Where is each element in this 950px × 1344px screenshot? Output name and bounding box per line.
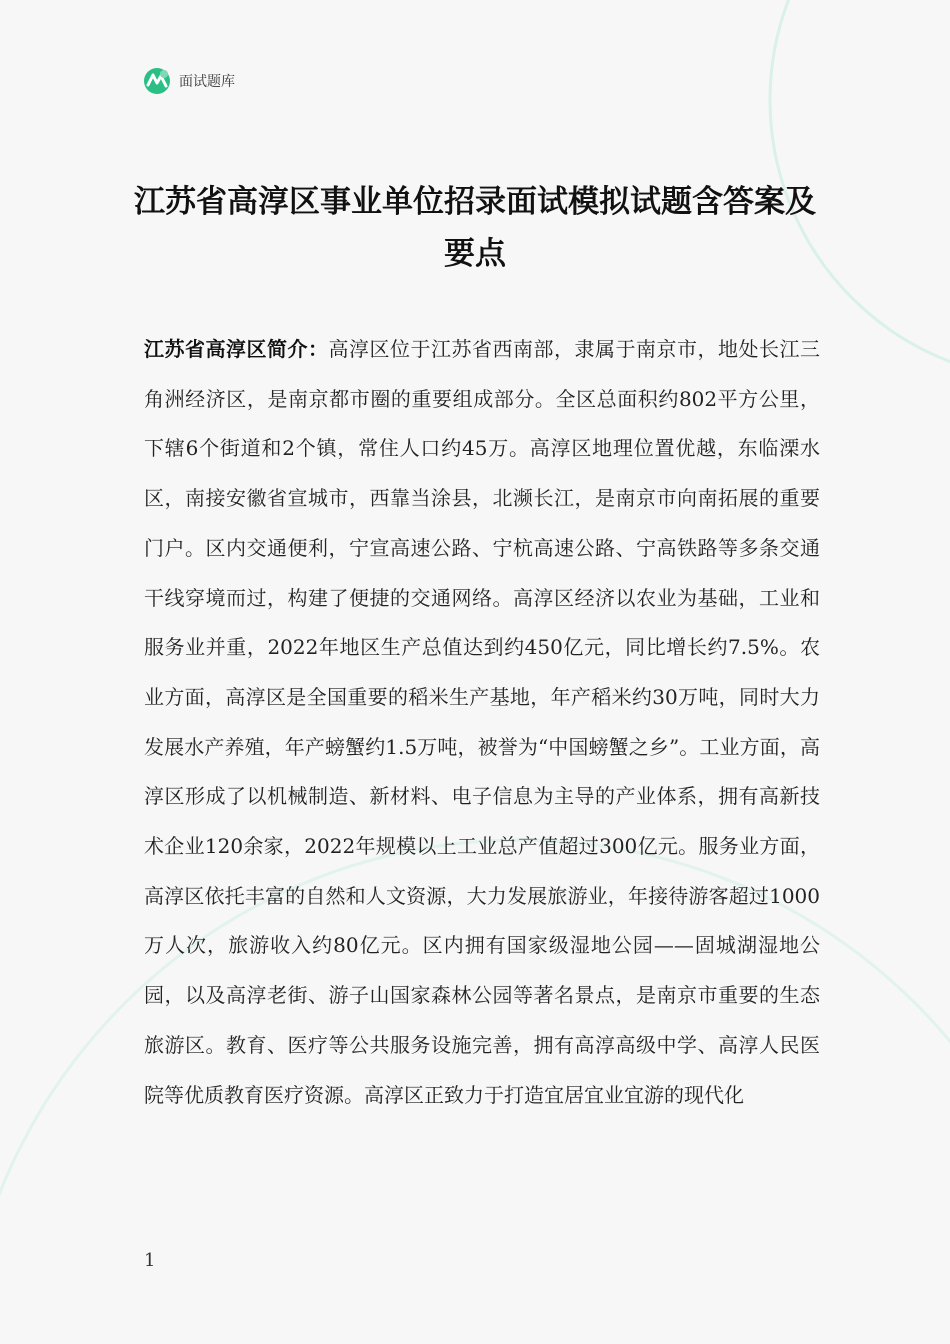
document-title: 江苏省高淳区事业单位招录面试模拟试题含答案及要点 <box>134 184 816 272</box>
brand-logo-icon <box>143 67 171 95</box>
intro-label: 江苏省高淳区简介： <box>144 337 329 361</box>
page-number: 1 <box>144 1250 156 1271</box>
header <box>143 66 235 96</box>
intro-text: 高淳区位于江苏省西南部，隶属于南京市，地处长江三角洲经济区，是南京都市圈的重要组成部分。全区总面积约802平方公里，下辖6个街道和2个镇，常住人口约45万。高淳区地理位置优越，东临溧水区，南接安徽省宣城市，西靠当涂县，北濒长江，是南京市向南拓展的重要门户。区内交通便利，宁宣高速公路、宁杭高速公路、宁高铁路等多条交通干线穿境而过，构建了便捷的交通网络。高淳区经济以农业为基础，工业和服务业并重，2022年地区生产总值达到约450亿元，同比增长约7.5%。农业方面，高淳区是全国重要的稻米生产基地，年产稻米约30万吨，同时大力发展水产养殖，年产螃蟹约1.5万吨，被誉为“中国螃蟹之乡”。工业方面，高淳区形成了以机械制造、新材料、电子信息为主导的产业体系，拥有高新技术企业120余家，2022年规模以上工业总产值超过300亿元。服务业方面，高淳区依托丰富的自然和人文资源，大力发展旅游业，年接待游客超过1000万人次，旅游收入约80亿元。区内拥有国家级湿地公园——固城湖湿地公园，以及高淳老街、游子山国家森林公园等著名景点，是南京市重要的生态旅游区。教育、医疗等公共服务设施完善，拥有高淳高级中学、高淳人民医院等优质教育医疗资源。高淳区正致力于打造宜居宜业宜游的现代化 <box>144 337 820 1107</box>
brand-name: 面试题库 <box>179 74 235 90</box>
intro-paragraph <box>144 325 820 1120</box>
